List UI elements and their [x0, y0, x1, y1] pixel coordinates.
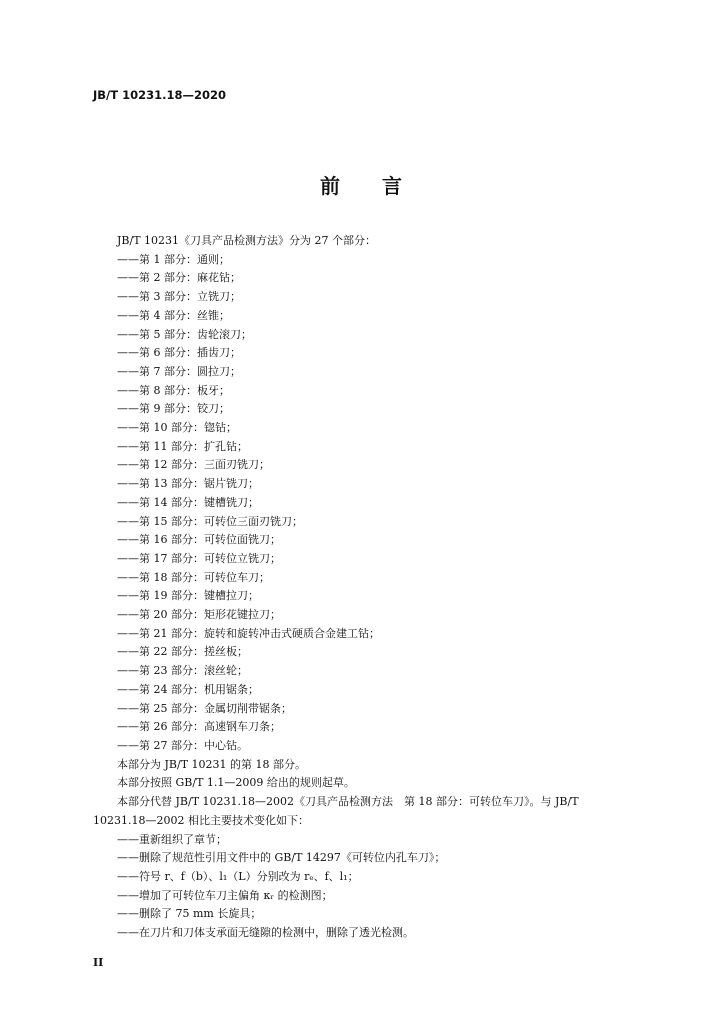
replaces-statement-line-1: 本部分代替 JB/T 10231.18—2002《刀具产品检测方法 第 18 部分：可转位车刀》。与 JB/T	[117, 795, 579, 809]
part-list-item: ——第 19 部分：键槽拉刀；	[117, 589, 259, 603]
part-of-statement: 本部分为 JB/T 10231 的第 18 部分。	[117, 757, 307, 771]
part-list-item: ——第 7 部分：圆拉刀；	[117, 364, 241, 378]
change-list-item: ——删除了 75 mm 长旋具；	[117, 907, 262, 921]
part-list-item: ——第 16 部分：可转位面铣刀；	[117, 533, 281, 547]
part-list-item: ——第 8 部分：板牙；	[117, 383, 230, 397]
title-char-1: 前	[320, 174, 342, 198]
part-list-item: ——第 24 部分：机用锯条；	[117, 682, 259, 696]
part-list-item: ——第 3 部分：立铣刀；	[117, 290, 241, 304]
page-number: II	[93, 956, 104, 969]
replaces-statement-line-2: 10231.18—2002 相比主要技术变化如下：	[93, 813, 309, 827]
foreword-body	[93, 232, 663, 943]
change-list-item: ——增加了可转位车刀主偏角 κᵣ 的检测图；	[117, 888, 333, 902]
change-list-item: ——删除了规范性引用文件中的 GB/T 14297《可转位内孔车刀》；	[117, 851, 446, 865]
part-list-item: ——第 18 部分：可转位车刀；	[117, 570, 270, 584]
part-list-item: ——第 21 部分：旋转和旋转冲击式硬质合金建工钻；	[117, 626, 380, 640]
part-list-item: ——第 27 部分：中心钻。	[117, 738, 248, 752]
change-list-item: ——符号 r、f（b）、l₁（L）分别改为 rₑ、f、l₁；	[117, 869, 359, 883]
part-list-item: ——第 23 部分：滚丝轮；	[117, 664, 248, 678]
part-list-item: ——第 9 部分：铰刀；	[117, 402, 230, 416]
part-list-item: ——第 13 部分：锯片铣刀；	[117, 477, 259, 491]
part-list-item: ——第 5 部分：齿轮滚刀；	[117, 327, 252, 341]
part-list-item: ——第 6 部分：插齿刀；	[117, 346, 241, 360]
part-list-item: ——第 20 部分：矩形花键拉刀；	[117, 608, 281, 622]
change-list-item: ——重新组织了章节；	[117, 832, 227, 846]
drafting-rules-statement: 本部分按照 GB/T 1.1—2009 给出的规则起草。	[117, 776, 355, 790]
part-list-item: ——第 22 部分：搓丝板；	[117, 645, 248, 659]
intro-paragraph: JB/T 10231《刀具产品检测方法》分为 27 个部分：	[117, 234, 377, 247]
part-list-item: ——第 25 部分：金属切削带锯条；	[117, 701, 292, 715]
part-list-item: ——第 12 部分：三面刃铣刀；	[117, 458, 270, 472]
part-list-item: ——第 17 部分：可转位立铣刀；	[117, 551, 281, 565]
change-list-item: ——在刀片和刀体支承面无缝隙的检测中，删除了透光检测。	[117, 926, 414, 940]
part-list-item: ——第 26 部分：高速钢车刀条；	[117, 720, 281, 734]
part-list-item: ——第 1 部分：通则；	[117, 252, 230, 266]
document-header-code: JB/T 10231.18—2020	[93, 88, 226, 102]
part-list-item: ——第 4 部分：丝锥；	[117, 308, 230, 322]
part-list-item: ——第 2 部分：麻花钻；	[117, 271, 241, 285]
title-char-2: 言	[382, 174, 404, 198]
part-list-item: ——第 14 部分：键槽铣刀；	[117, 495, 259, 509]
part-list-item: ——第 11 部分：扩孔钻；	[117, 439, 248, 453]
page-title	[0, 170, 724, 199]
part-list-item: ——第 10 部分：锪钻；	[117, 421, 237, 435]
part-list-item: ——第 15 部分：可转位三面刃铣刀；	[117, 514, 303, 528]
